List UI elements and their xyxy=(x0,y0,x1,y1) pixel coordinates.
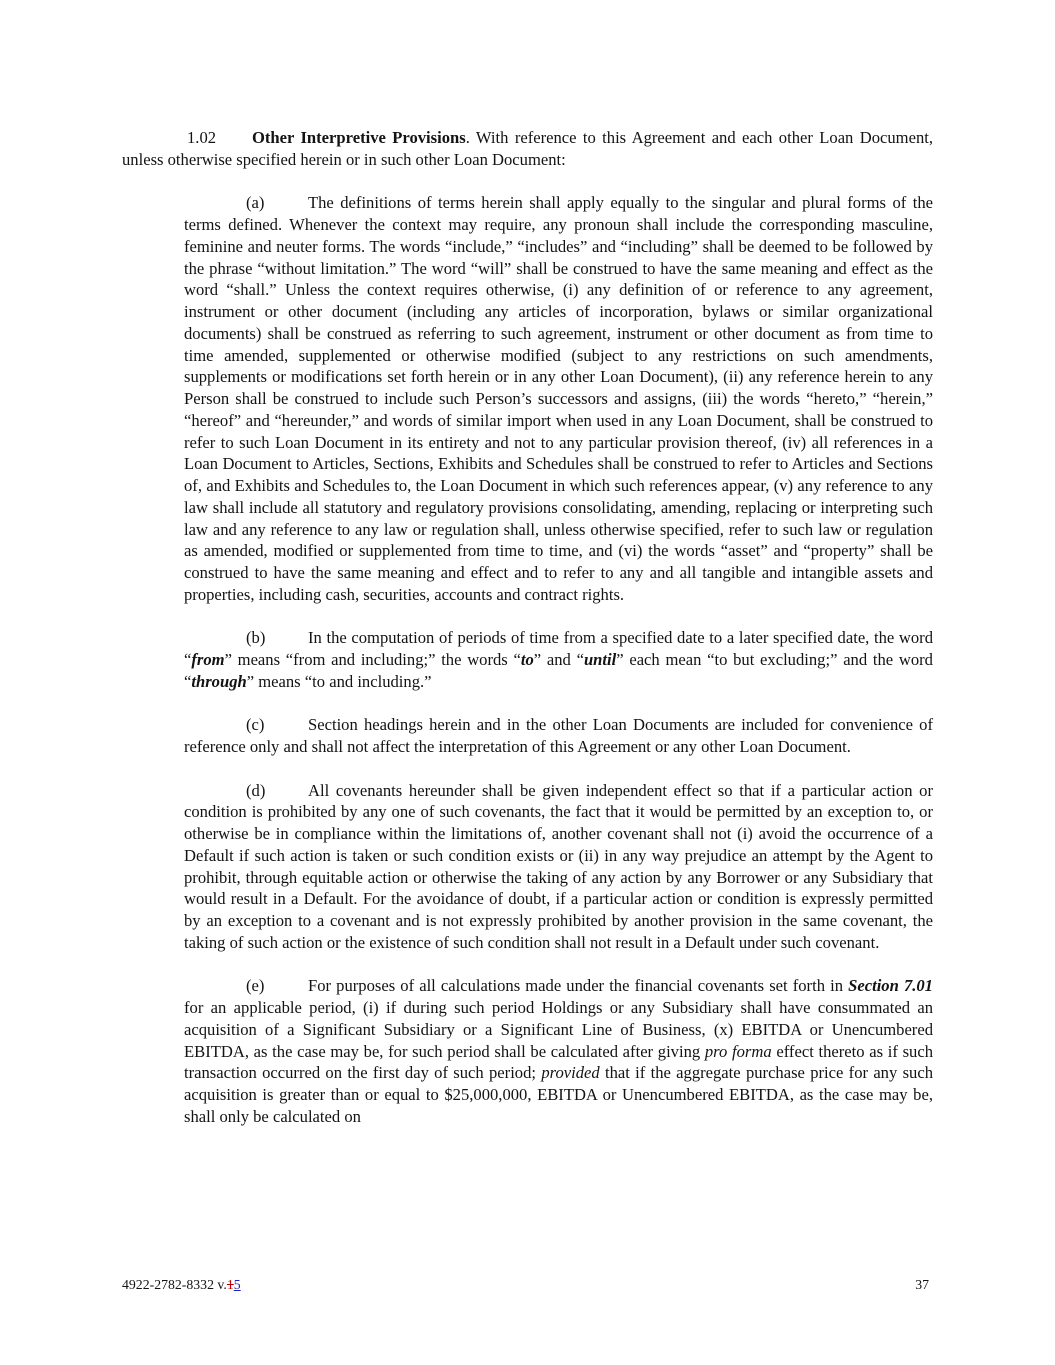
paragraph-e-text-run: effect thereto as if such transaction occurred on the first day of such period; xyxy=(184,1041,934,1083)
section-intro-text: . With reference to this Agreement and each other Loan Document, unless otherwise specified herein or in such other Loan Document: xyxy=(122,128,933,169)
paragraph-e-text-run: for an applicable period, (i) if during such period Holdings or any Subsidiary shall have consummated an acquisition of a Significant Subsidiary or a Significant Line of Business, (x) EBITDA or Unencumbered EBITDA, as the case may be, for such period shall be calculated after giving xyxy=(184,998,933,1061)
paragraph-e-term-pro-forma: pro forma xyxy=(704,1041,772,1061)
page-footer xyxy=(122,1276,933,1293)
paragraph-e xyxy=(184,975,933,1127)
paragraph-e-text-run: that if the aggregate purchase price for any such acquisition is greater than or equal to $25,000,000, EBITDA or Unencumbered EBITDA, as the case may be, shall only be calculated on xyxy=(184,1063,933,1126)
document-body xyxy=(122,127,933,1149)
paragraph-b-text-run: In the computation of periods of time from a specified date to a later specified date, the word “ xyxy=(184,628,933,669)
paragraph-b-label: (b) xyxy=(246,628,266,648)
section-heading-paragraph xyxy=(122,127,933,171)
footer-version-deleted: 1 xyxy=(226,1277,234,1292)
paragraph-b-term-through: through xyxy=(191,671,247,691)
paragraph-b-text-run: ” means “from and including;” the words “ xyxy=(224,650,521,669)
paragraph-b-text-run: ” means “to and including.” xyxy=(246,671,432,691)
paragraph-a-label: (a) xyxy=(246,193,265,213)
paragraph-c xyxy=(184,714,933,758)
footer-doc-id-text: 4922-2782-8332 v. xyxy=(122,1277,227,1292)
paragraph-c-text: Section headings herein and in the other Loan Documents are included for convenience of reference only and shall not affect the interpretation of this Agreement or any other Loan Document. xyxy=(184,715,933,756)
paragraph-b-text-run: ” each mean “to but excluding;” and the word “ xyxy=(184,650,933,691)
footer-doc-id xyxy=(122,1276,241,1293)
paragraph-e-label: (e) xyxy=(246,976,265,996)
paragraph-e-term-provided: provided xyxy=(541,1063,600,1083)
page-number: 37 xyxy=(915,1277,929,1292)
paragraph-c-label: (c) xyxy=(246,715,265,735)
paragraph-e-text-run: For purposes of all calculations made under the financial covenants set forth in xyxy=(308,976,849,996)
paragraph-b-term-until: until xyxy=(583,650,617,669)
paragraph-b-term-from: from xyxy=(191,650,225,669)
section-number: 1.02 xyxy=(187,128,217,147)
paragraph-b-text-run: ” and “ xyxy=(533,650,584,669)
paragraph-b xyxy=(184,627,933,692)
paragraph-d-label: (d) xyxy=(246,780,266,800)
section-title: Other Interpretive Provisions xyxy=(252,128,466,147)
paragraph-a xyxy=(184,192,933,605)
paragraph-b-term-to: to xyxy=(520,650,534,669)
paragraph-d xyxy=(184,780,933,954)
paragraph-d-text: All covenants hereunder shall be given independent effect so that if a particular action or condition is prohibited by any one of such covenants, the fact that it would be permitted by an exception to, or otherwise be in compliance within the limitations of, another covenant shall not (i) avoid the occurrence of a Default if such action is taken or such condition exists or (ii) in any way prejudice an attempt by the Agent to prohibit, through equitable action or otherwise the taking of any action by any Borrower or any Subsidiary that would result in a Default. For the avoidance of doubt, if a particular action or condition is expressly permitted by an exception to a covenant and is not expressly prohibited by another provision in the same covenant, the taking of such action or the existence of such condition shall not result in a Default under such covenant. xyxy=(184,780,933,952)
paragraph-e-section-ref: Section 7.01 xyxy=(848,976,933,996)
paragraph-a-text: The definitions of terms herein shall apply equally to the singular and plural forms of the terms defined. Whenever the context may require, any pronoun shall include the corresponding masculine, feminine and neuter forms. The words “include,” “includes” and “including” shall be deemed to be followed by the phrase “without limitation.” The word “will” shall be construed to have the same meaning and effect as the word “shall.” Unless the context requires otherwise, (i) any definition of or reference to any agreement, instrument or other document (including any articles of incorporation, bylaws or similar organizational documents) shall be construed as referring to such agreement, instrument or other document as from time to time amended, supplemented or otherwise modified (subject to any restrictions on such amendments, supplements or modifications set forth herein or in any other Loan Document), (ii) any reference herein to any Person shall be construed to include such Person’s successors and assigns, (iii) the words “hereto,” “herein,” “hereof” and “hereunder,” and words of similar import when used in any Loan Document, shall be construed to refer to such Loan Document in its entirety and not to any particular provision thereof, (iv) all references in a Loan Document to Articles, Sections, Exhibits and Schedules shall be construed to refer to Articles and Sections of, and Exhibits and Schedules to, the Loan Document in which such references appear, (v) any reference to any law shall include all statutory and regulatory provisions consolidating, amending, replacing or interpreting such law and any reference to any law or regulation shall, unless otherwise specified, refer to such law or regulation as amended, modified or supplemented from time to time, and (vi) the words “asset” and “property” shall be construed to have the same meaning and effect and to refer to any and all tangible and intangible assets and properties, including cash, securities, accounts and contract rights. xyxy=(184,193,933,604)
footer-version-inserted: 5 xyxy=(233,1277,241,1292)
